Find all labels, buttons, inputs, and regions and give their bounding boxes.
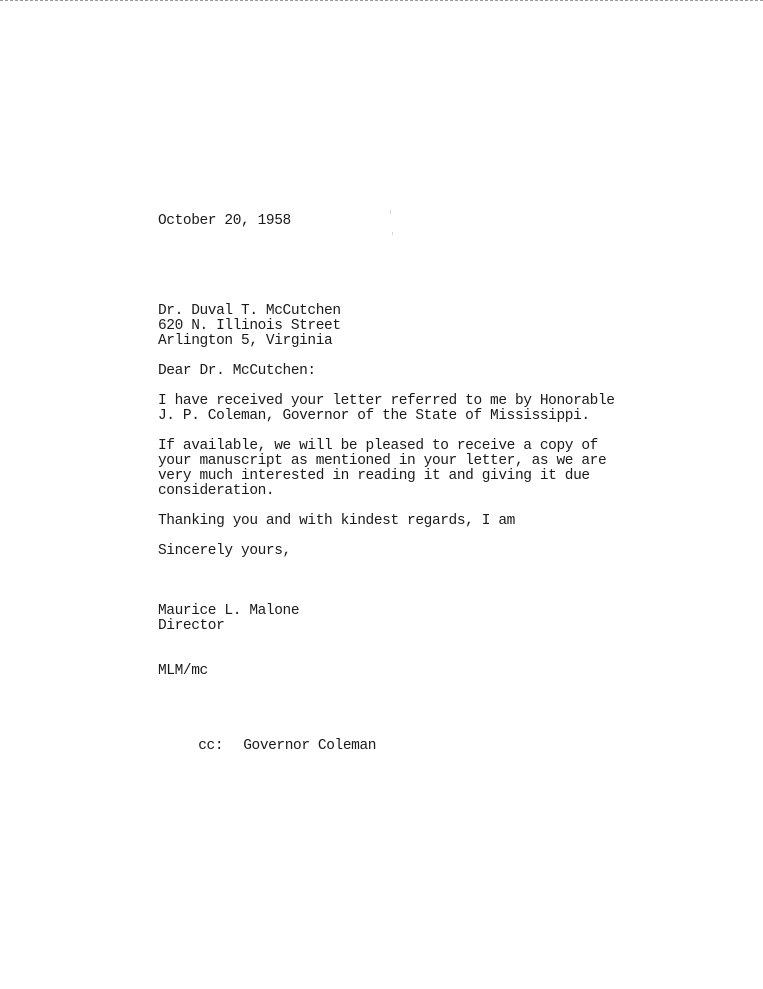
paragraph-thanks bbox=[158, 514, 678, 529]
paragraph-manuscript bbox=[158, 439, 678, 499]
paragraph-line: I have received your letter referred to me by Honorable bbox=[158, 393, 615, 409]
letter-body bbox=[158, 214, 678, 769]
paragraph-line: If available, we will be pleased to receive a copy of bbox=[158, 438, 598, 454]
signature-block bbox=[158, 604, 678, 634]
paragraph-line: consideration. bbox=[158, 483, 275, 499]
complimentary-closing: Sincerely yours, bbox=[158, 543, 291, 559]
signer-name: Maurice L. Malone bbox=[158, 603, 300, 619]
recipient-name: Dr. Duval T. McCutchen bbox=[158, 303, 341, 319]
paragraph-line: J. P. Coleman, Governor of the State of Mississippi. bbox=[158, 408, 590, 424]
cc-label: cc: bbox=[198, 738, 224, 754]
paragraph-line: your manuscript as mentioned in your letter, as we are bbox=[158, 453, 607, 469]
paragraph-line: very much interested in reading it and giving it due bbox=[158, 468, 590, 484]
reference-initials: MLM/mc bbox=[158, 663, 208, 679]
paragraph-line: Thanking you and with kindest regards, I am bbox=[158, 513, 515, 529]
paragraph-referral bbox=[158, 394, 678, 424]
recipient-address bbox=[158, 304, 678, 349]
salutation: Dear Dr. McCutchen: bbox=[158, 363, 316, 379]
page-top-border bbox=[0, 0, 763, 1]
cc-recipient: Governor Coleman bbox=[243, 738, 377, 754]
recipient-city: Arlington 5, Virginia bbox=[158, 333, 333, 349]
carbon-copy-line bbox=[158, 724, 678, 769]
recipient-street: 620 N. Illinois Street bbox=[158, 318, 341, 334]
signer-title: Director bbox=[158, 618, 225, 634]
letter-date: October 20, 1958 bbox=[158, 213, 291, 229]
